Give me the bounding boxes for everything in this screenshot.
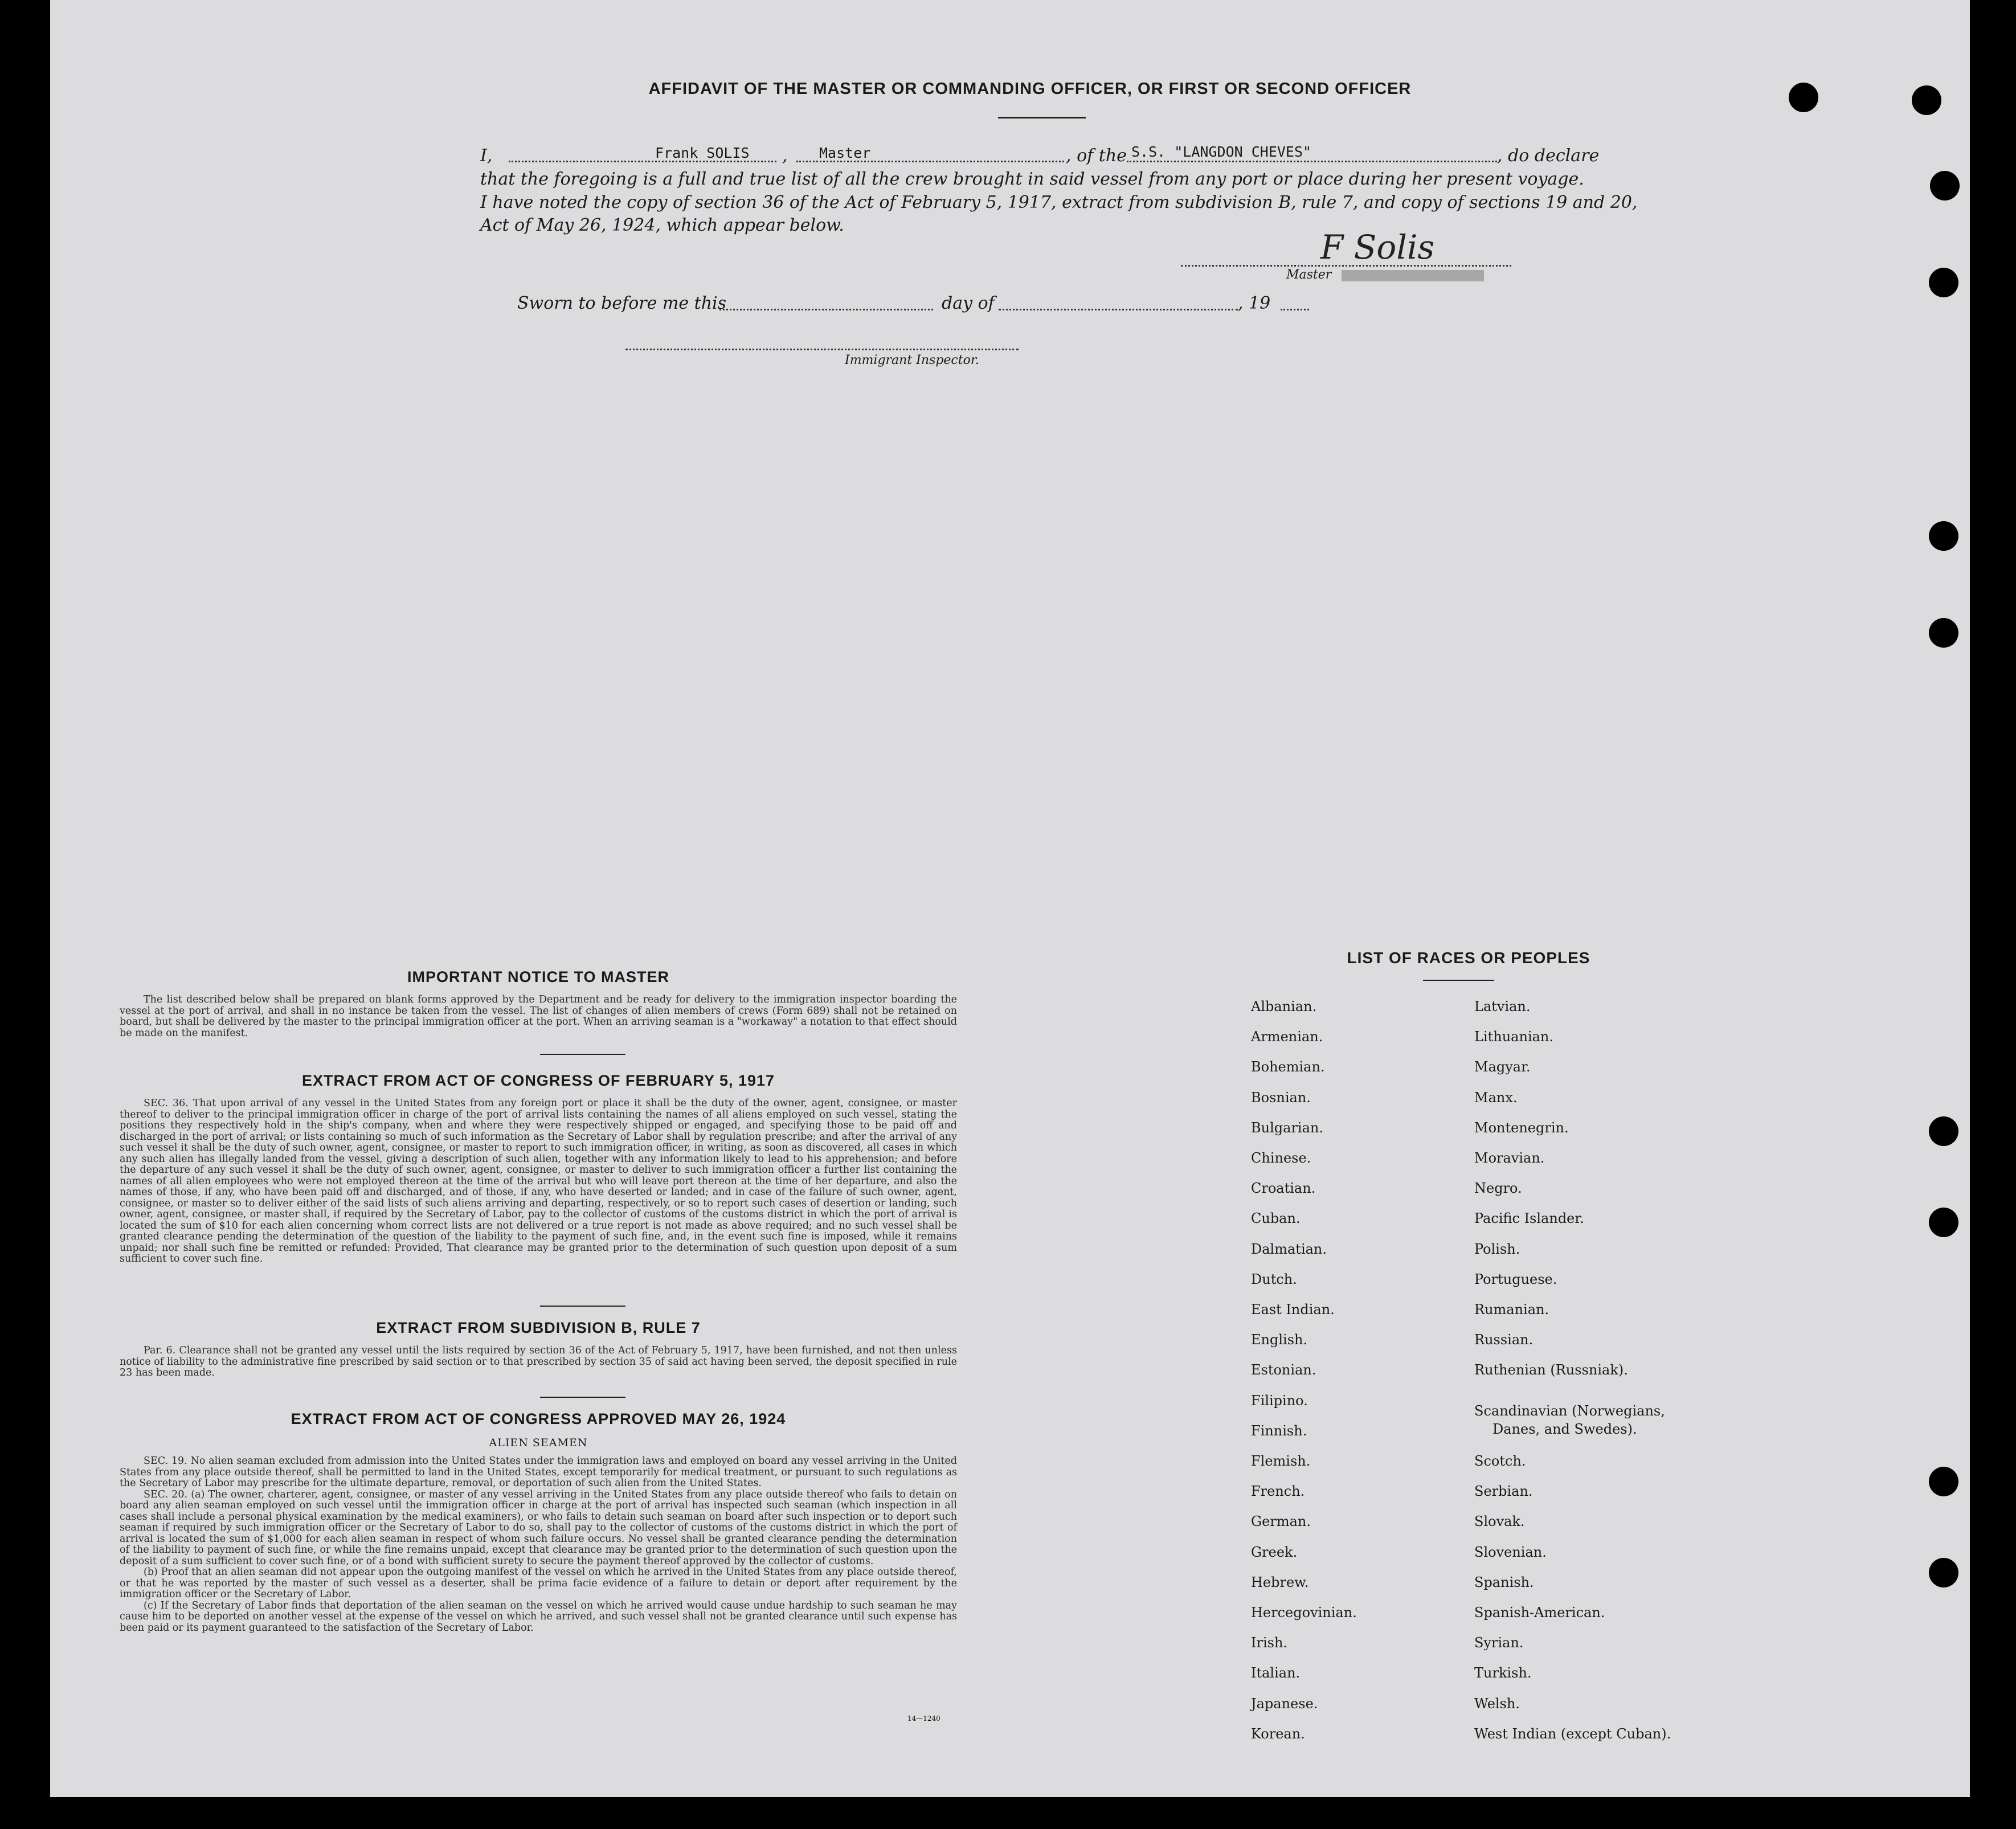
race-item: Manx.	[1474, 1090, 1518, 1106]
binder-hole	[1929, 521, 1958, 551]
notice-title: IMPORTANT NOTICE TO MASTER	[407, 968, 669, 985]
alien-seamen-subtitle: ALIEN SEAMEN	[489, 1437, 588, 1449]
sworn-year-label: , 19	[1238, 293, 1271, 313]
race-item: Dalmatian.	[1251, 1241, 1327, 1257]
form-number: 14—1240	[907, 1715, 940, 1722]
binder-hole	[1929, 1467, 1958, 1496]
do-declare-label: , do declare	[1497, 146, 1600, 166]
signature-line	[1181, 265, 1511, 267]
race-item: Scandinavian (Norwegians,	[1474, 1403, 1665, 1419]
race-item: Lithuanian.	[1474, 1029, 1554, 1045]
declaration-line-2: that the foregoing is a full and true list of all the crew brought in said vessel from any port or place during her present voyage.	[480, 169, 1584, 189]
race-item: Flemish.	[1251, 1453, 1311, 1469]
race-item: English.	[1251, 1332, 1308, 1348]
binder-hole	[1929, 1116, 1958, 1146]
race-item: Magyar.	[1474, 1059, 1531, 1075]
declaration-line-4: Act of May 26, 1924, which appear below.	[480, 215, 844, 235]
race-item: Bohemian.	[1251, 1059, 1325, 1075]
sworn-month-line	[999, 309, 1238, 310]
title-divider	[998, 117, 1086, 118]
race-item: Spanish-American.	[1474, 1605, 1605, 1621]
inspector-caption: Immigrant Inspector.	[845, 353, 979, 367]
section-divider	[540, 1397, 625, 1398]
races-title: LIST OF RACES OR PEOPLES	[1347, 949, 1590, 967]
master-signature: F Solis	[1320, 228, 1435, 267]
race-item: French.	[1251, 1483, 1305, 1499]
race-item: Turkish.	[1474, 1665, 1532, 1681]
race-item: Armenian.	[1251, 1029, 1323, 1045]
extract-1924-text	[120, 1456, 957, 1634]
race-item: Estonian.	[1251, 1362, 1316, 1378]
race-item: Dutch.	[1251, 1271, 1297, 1287]
vessel-field-line	[1127, 161, 1497, 162]
race-item: German.	[1251, 1513, 1311, 1529]
race-item: Welsh.	[1474, 1696, 1520, 1712]
race-item: Montenegrin.	[1474, 1120, 1569, 1136]
binder-hole	[1929, 618, 1958, 648]
declaration-line-3: I have noted the copy of section 36 of the Act of February 5, 1917, extract from subdivision B, rule 7, and copy of sections 19 and 20,	[480, 193, 1638, 212]
race-item: Serbian.	[1474, 1483, 1533, 1499]
of-the-label: , of the	[1066, 146, 1127, 166]
extract-1917-text	[120, 1098, 957, 1265]
signature-caption: Master	[1286, 268, 1332, 282]
race-item: Japanese.	[1251, 1696, 1318, 1712]
master-name: Frank SOLIS	[655, 145, 750, 161]
affidavit-title: AFFIDAVIT OF THE MASTER OR COMMANDING OFFICER, OR FIRST OR SECOND OFFICER	[648, 80, 1412, 98]
race-item: Albanian.	[1251, 999, 1317, 1014]
race-item: Spanish.	[1474, 1574, 1534, 1590]
sworn-year-line	[1281, 309, 1309, 310]
race-item: Italian.	[1251, 1665, 1301, 1681]
race-item: Slovenian.	[1474, 1544, 1547, 1560]
race-item: East Indian.	[1251, 1302, 1335, 1317]
race-item: Greek.	[1251, 1544, 1298, 1560]
race-item: Korean.	[1251, 1726, 1305, 1742]
par-6-paragraph: Par. 6. Clearance shall not be granted any vessel until the lists required by section 36 of the Act of February 5, 1917, have been furnished, and not then unless notice of liability to the administrative fine prescribed by said section or to that prescribed by section 35 of said act having been served, the deposit specified in rule 23 has been made.	[120, 1345, 957, 1378]
race-item: Cuban.	[1251, 1210, 1301, 1226]
race-item: Russian.	[1474, 1332, 1534, 1348]
declaration-pronoun: I,	[480, 146, 493, 166]
race-item: Polish.	[1474, 1241, 1520, 1257]
binder-hole	[1929, 1208, 1958, 1237]
race-item: Bosnian.	[1251, 1090, 1311, 1106]
race-item: Negro.	[1474, 1180, 1522, 1196]
master-rank: Master	[819, 145, 871, 161]
sec-20b-paragraph: (b) Proof that an alien seaman did not appear upon the outgoing manifest of the vessel on which he arrived in the United States from any place outside thereof, or that he was reported by the master of such vessel as a deserter, shall be prima facie evidence of a failure to detain or deport after requirement by the immigration officer or the Secretary of Labor.	[120, 1566, 957, 1600]
section-divider	[540, 1054, 625, 1055]
notice-paragraph: The list described below shall be prepared on blank forms approved by the Department and be ready for delivery to the immigration inspector boarding the vessel at the port of arrival, and shall in no instance be taken from the vessel. The list of changes of alien members of crews (Form 689) shall not be retained on board, but shall be delivered by the master to the principal immigration officer at the port. When an arriving seaman is a "workaway" a notation to that effect should be made on the manifest.	[120, 994, 957, 1039]
sec-20a-paragraph: SEC. 20. (a) The owner, charterer, agent, consignee, or master of any vessel arriving in the United States from any place outside thereof who fails to detain on board any alien seaman employed on such vessel until the immigration officer in charge at the port of arrival has inspected such seaman (which inspection in all cases shall include a personal physical examination by the medical examiners), or who fails to detain such seaman on board after such inspection or to deport such seaman if required by such immigration officer or the Secretary of Labor to do so, shall pay to the collector of customs of the customs district in which the port of arrival is located the sum of $1,000 for each alien seaman in respect of whom such failure occurs. No vessel shall be granted clearance pending the determination of the liability to payment of such fine, or while the fine remains unpaid, except that clearance may be granted prior to the determination of such question upon the deposit of a sum sufficient to cover such fine, or of a bond with sufficient surety to secure the payment thereof approved by the collector of customs.	[120, 1488, 957, 1567]
race-item: Chinese.	[1251, 1150, 1311, 1166]
race-item: Portuguese.	[1474, 1271, 1557, 1287]
race-item: Rumanian.	[1474, 1302, 1549, 1317]
race-item: Filipino.	[1251, 1393, 1308, 1409]
race-item: Irish.	[1251, 1635, 1288, 1651]
binder-hole	[1930, 171, 1960, 201]
sec-20c-paragraph: (c) If the Secretary of Labor finds that deportation of the alien seaman on the vessel on which he arrived would cause undue hardship to such seaman he may cause him to be deported on another vessel at the expense of the vessel on which he arrived, and such vessel shall not be granted clearance until such expense has been paid or its payment guaranteed to the satisfaction of the Secretary of Labor.	[120, 1599, 957, 1634]
race-item: Bulgarian.	[1251, 1120, 1323, 1136]
races-left-column	[1251, 999, 1456, 1750]
race-item: West Indian (except Cuban).	[1474, 1726, 1671, 1742]
sworn-day-line	[719, 309, 933, 310]
race-item: Scotch.	[1474, 1453, 1526, 1469]
race-item: Syrian.	[1474, 1635, 1524, 1651]
sec-19-paragraph: SEC. 19. No alien seaman excluded from admission into the United States under the immigration laws and employed on board any vessel arriving in the United States from any place outside thereof, shall be permitted to land in the United States, except temporarily for medical treatment, or pursuant to such regulations as the Secretary of Labor may prescribe for the ultimate departure, removal, or deportation of such alien from the United States.	[120, 1455, 957, 1489]
extract-1917-title: EXTRACT FROM ACT OF CONGRESS OF FEBRUARY 5, 1917	[301, 1072, 775, 1089]
vessel-name: S.S. "LANGDON CHEVES"	[1131, 144, 1312, 160]
extract-1924-title: EXTRACT FROM ACT OF CONGRESS APPROVED MAY 26, 1924	[291, 1410, 786, 1427]
struck-out-text	[1342, 270, 1484, 281]
binder-hole	[1929, 1558, 1958, 1587]
race-item: Latvian.	[1474, 999, 1531, 1014]
race-item: Hebrew.	[1251, 1574, 1309, 1590]
race-item: Croatian.	[1251, 1180, 1316, 1196]
race-item: Finnish.	[1251, 1423, 1307, 1439]
race-item: Slovak.	[1474, 1513, 1525, 1529]
inspector-signature-line	[625, 349, 1019, 350]
race-item: Danes, and Swedes).	[1492, 1421, 1637, 1437]
sec-36-paragraph: SEC. 36. That upon arrival of any vessel in the United States from any foreign port or place it shall be the duty of the owner, agent, consignee, or master thereof to deliver to the principal immigration officer in charge of the port of arrival lists containing the names of all aliens employed on such vessel, stating the positions they respectively hold in the ship's company, when and where they were respectively shipped or engaged, and specifying those to be paid off and discharged in the port of arrival; or lists containing so much of such information as the Secretary of Labor shall by regulation prescribe; and after the arrival of any such vessel it shall be the duty of such owner, agent, consignee, or master to report to such immigration officer, in writing, as soon as discovered, all cases in which any such alien has illegally landed from the vessel, giving a description of such alien, together with any information likely to lead to his apprehension; and before the departure of any such vessel it shall be the duty of such owner, agent, consignee, or master to deliver to such immigration officer a further list containing the names of all alien employees who were not employed thereon at the time of the arrival but who will leave port thereon at the time of her departure, and also the names of those, if any, who have been paid off and discharged, and of those, if any, who have deserted or landed; and in case of the failure of such owner, agent, consignee, or master so to deliver either of the said lists of such aliens arriving and departing, respectively, or so to report such cases of desertion or landing, such owner, agent, consignee, or master shall, if required by the Secretary of Labor, pay to the collector of customs of the customs district in which the port of arrival is located the sum of $10 for each alien concerning whom correct lists are not delivered or a true report is not made as above required; and no such vessel shall be granted clearance pending the determination of the question of the liability to the payment of such fine, and, in the event such fine is imposed, while it remains unpaid; nor shall such fine be remitted or refunded: Provided, That clearance may be granted prior to the determination of such question upon deposit of a sum sufficient to cover such fine.	[120, 1098, 957, 1265]
races-divider	[1423, 980, 1494, 981]
sworn-prefix: Sworn to before me this	[517, 293, 727, 313]
notice-text	[120, 995, 957, 1039]
race-item: Pacific Islander.	[1474, 1210, 1584, 1226]
extract-rule7-title: EXTRACT FROM SUBDIVISION B, RULE 7	[376, 1319, 701, 1336]
sworn-day-label: day of	[942, 293, 995, 313]
races-right-column	[1474, 999, 1770, 1750]
section-divider	[540, 1306, 625, 1307]
extract-rule7-text	[120, 1345, 957, 1379]
race-item: Ruthenian (Russniak).	[1474, 1362, 1628, 1378]
document-page	[50, 0, 1970, 1797]
binder-hole	[1929, 268, 1958, 297]
name-comma: ,	[782, 146, 788, 166]
race-item: Hercegovinian.	[1251, 1605, 1357, 1621]
race-item: Moravian.	[1474, 1150, 1545, 1166]
